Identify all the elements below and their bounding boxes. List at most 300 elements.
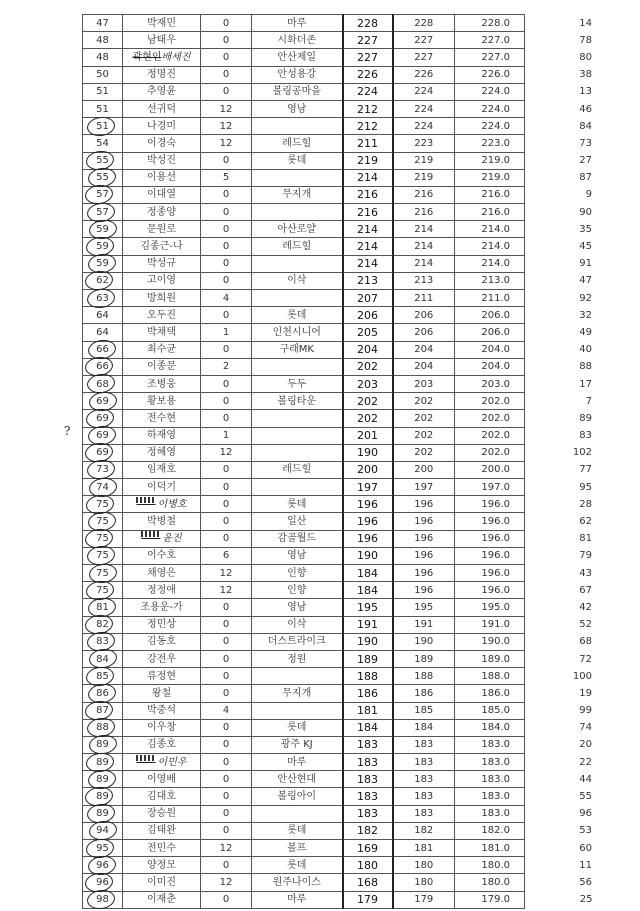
net-score-cell: 202 [393,427,455,444]
final-score-cell: 197.0 [455,479,525,496]
net-score-cell: 188 [393,668,455,685]
net-score-cell: 219 [393,169,455,186]
net-score-cell: 180 [393,857,455,874]
final-score-cell: 224.0 [455,83,525,100]
name-cell: 김종호 [123,736,201,753]
name-cell: 최수균 [123,341,201,358]
entry-number-cell: 52 [579,619,592,631]
rank-cell: 55 [83,169,123,186]
net-score-cell: 219 [393,152,455,169]
name-cell [123,754,201,771]
entry-number-cell: 95 [579,481,592,493]
net-score-cell: 216 [393,204,455,221]
rank-cell: 68 [83,375,123,392]
net-score-cell: 226 [393,66,455,83]
net-score-cell: 228 [393,15,455,32]
table-row [83,565,593,582]
club-cell: 레드힐 [252,461,343,478]
name-cell [123,496,201,513]
name-cell: 나경미 [123,118,201,135]
club-cell: 마루 [252,15,343,32]
club-cell [252,444,343,461]
rank-cell: 57 [83,204,123,221]
net-score-cell: 181 [393,840,455,857]
club-cell: 롯데 [252,719,343,736]
gross-score-cell: 205 [343,324,393,341]
table-row [83,83,593,100]
net-score-cell: 183 [393,771,455,788]
name-cell: 이영배 [123,771,201,788]
handicap-cell: 12 [201,582,252,599]
gross-score-cell: 212 [343,100,393,117]
net-score-cell: 227 [393,49,455,66]
club-cell: 이삭 [252,616,343,633]
rank-cell: 75 [83,565,123,582]
table-row [83,668,593,685]
entry-number-cell: 68 [579,636,592,648]
club-cell: 볼링아이 [252,788,343,805]
club-cell: 무지개 [252,685,343,702]
name-cell: 정민상 [123,616,201,633]
table-row [83,49,593,66]
net-score-cell: 206 [393,324,455,341]
entry-number-cell: 73 [579,137,592,149]
gross-score-cell: 179 [343,891,393,908]
club-cell [252,805,343,822]
table-row [83,32,593,49]
final-score-cell: 204.0 [455,358,525,375]
gross-score-cell: 214 [343,221,393,238]
gross-score-cell: 184 [343,582,393,599]
club-cell: 안산제일 [252,49,343,66]
net-score-cell: 189 [393,650,455,667]
entry-number-cell: 45 [579,241,592,253]
club-cell [252,290,343,307]
name-cell: 조병웅 [123,375,201,392]
gross-score-cell: 183 [343,771,393,788]
handicap-cell: 0 [201,805,252,822]
name-cell: 이수호 [123,547,201,564]
handicap-cell: 0 [201,633,252,650]
handicap-cell: 0 [201,410,252,427]
handicap-cell: 0 [201,83,252,100]
results-rows [83,15,593,909]
net-score-cell: 227 [393,32,455,49]
entry-number-cell: 83 [579,430,592,442]
handwritten-name-correction: 이민우 [157,756,187,768]
table-row [83,496,593,513]
entry-number-cell: 55 [579,791,592,803]
club-cell [252,169,343,186]
club-cell [252,410,343,427]
handicap-cell: 0 [201,788,252,805]
gross-score-cell: 201 [343,427,393,444]
club-cell [252,118,343,135]
table-row [83,599,593,616]
handicap-cell: 0 [201,496,252,513]
final-score-cell: 183.0 [455,788,525,805]
name-cell: 방희원 [123,290,201,307]
handicap-cell: 0 [201,891,252,908]
club-cell: 두두 [252,375,343,392]
table-row [83,152,593,169]
final-score-cell: 204.0 [455,341,525,358]
final-score-cell: 202.0 [455,410,525,427]
club-cell: 인향 [252,582,343,599]
club-cell: 영남 [252,100,343,117]
name-cell: 박성규 [123,255,201,272]
rank-cell: 86 [83,685,123,702]
rank-cell: 88 [83,719,123,736]
handicap-cell: 0 [201,204,252,221]
entry-number-cell: 72 [579,653,592,665]
name-cell: 이덕기 [123,479,201,496]
name-cell: 박채택 [123,324,201,341]
rank-cell: 51 [83,83,123,100]
rank-cell: 64 [83,307,123,324]
net-score-cell: 183 [393,754,455,771]
entry-number-cell: 35 [579,223,592,235]
entry-number-cell: 79 [579,550,592,562]
net-score-cell: 184 [393,719,455,736]
rank-cell: 59 [83,238,123,255]
club-cell: 일산 [252,513,343,530]
rank-cell: 55 [83,152,123,169]
name-cell: 전수현 [123,410,201,427]
handicap-cell: 12 [201,444,252,461]
final-score-cell: 183.0 [455,771,525,788]
final-score-cell: 219.0 [455,169,525,186]
table-row [83,616,593,633]
entry-number-cell: 40 [579,344,592,356]
net-score-cell: 195 [393,599,455,616]
final-score-cell: 191.0 [455,616,525,633]
final-score-cell: 186.0 [455,685,525,702]
gross-score-cell: 228 [343,15,393,32]
club-cell: 마루 [252,754,343,771]
final-score-cell: 211.0 [455,290,525,307]
net-score-cell: 206 [393,307,455,324]
rank-cell: 63 [83,290,123,307]
net-score-cell: 214 [393,221,455,238]
table-row [83,891,593,908]
club-cell [252,255,343,272]
handwritten-name-correction: 이병호 [157,498,187,510]
entry-number-cell: 78 [579,34,592,46]
handicap-cell: 0 [201,32,252,49]
name-cell: 김대호 [123,788,201,805]
handicap-cell: 0 [201,719,252,736]
name-cell: 이대열 [123,186,201,203]
net-score-cell: 224 [393,83,455,100]
handicap-cell: 0 [201,152,252,169]
gross-score-cell: 211 [343,135,393,152]
rank-cell: 75 [83,530,123,547]
table-row [83,650,593,667]
name-cell: 왕철 [123,685,201,702]
gross-score-cell: 186 [343,685,393,702]
gross-score-cell: 196 [343,496,393,513]
club-cell: 무지개 [252,186,343,203]
rank-cell: 96 [83,857,123,874]
handicap-cell: 0 [201,479,252,496]
rank-cell: 89 [83,754,123,771]
table-row [83,461,593,478]
table-row [83,685,593,702]
entry-number-cell: 38 [579,69,592,81]
final-score-cell: 190.0 [455,633,525,650]
entry-number-cell: 56 [579,876,592,888]
gross-score-cell: 224 [343,83,393,100]
net-score-cell: 224 [393,118,455,135]
gross-score-cell: 202 [343,393,393,410]
net-score-cell: 196 [393,530,455,547]
final-score-cell: 196.0 [455,547,525,564]
handwritten-name-correction: 윤진 [162,533,182,545]
gross-score-cell: 214 [343,255,393,272]
name-cell: 정혜영 [123,444,201,461]
entry-number-cell: 102 [572,447,592,459]
rank-cell: 69 [83,410,123,427]
gross-score-cell: 184 [343,719,393,736]
final-score-cell: 180.0 [455,874,525,891]
entry-number-cell: 99 [579,705,592,717]
rank-cell: 69 [83,393,123,410]
final-score-cell: 196.0 [455,582,525,599]
club-cell: 안산현대 [252,771,343,788]
entry-number-cell: 87 [579,172,592,184]
entry-number-cell: 60 [579,842,592,854]
table-row [83,857,593,874]
net-score-cell: 186 [393,685,455,702]
handicap-cell: 0 [201,461,252,478]
net-score-cell: 183 [393,788,455,805]
name-cell: 박성진 [123,152,201,169]
club-cell: 원주나이스 [252,874,343,891]
table-row [83,324,593,341]
table-row [83,771,593,788]
net-score-cell: 216 [393,186,455,203]
final-score-cell: 206.0 [455,307,525,324]
name-cell: 이미진 [123,874,201,891]
table-row [83,805,593,822]
rank-cell: 66 [83,358,123,375]
gross-score-cell: 203 [343,375,393,392]
handicap-cell: 0 [201,49,252,66]
net-score-cell: 202 [393,393,455,410]
club-cell: 볼링공마을 [252,83,343,100]
handicap-cell: 12 [201,135,252,152]
name-cell: 전민수 [123,840,201,857]
gross-score-cell: 207 [343,290,393,307]
name-cell: 이우창 [123,719,201,736]
final-score-cell: 196.0 [455,530,525,547]
name-cell: 문원로 [123,221,201,238]
rank-cell: 89 [83,771,123,788]
entry-number-cell: 74 [579,722,592,734]
net-score-cell: 179 [393,891,455,908]
rank-cell: 89 [83,805,123,822]
rank-cell: 51 [83,118,123,135]
name-cell: 채영은 [123,565,201,582]
gross-score-cell: 190 [343,633,393,650]
final-score-cell: 183.0 [455,754,525,771]
gross-score-cell: 196 [343,513,393,530]
rank-cell: 89 [83,788,123,805]
club-cell [252,702,343,719]
table-row [83,444,593,461]
net-score-cell: 224 [393,100,455,117]
handicap-cell: 12 [201,565,252,582]
net-score-cell: 214 [393,238,455,255]
final-score-cell: 202.0 [455,444,525,461]
handicap-cell: 2 [201,358,252,375]
final-score-cell: 184.0 [455,719,525,736]
final-score-cell: 214.0 [455,221,525,238]
final-score-cell: 179.0 [455,891,525,908]
scribbled-name [136,497,155,503]
net-score-cell: 196 [393,513,455,530]
club-cell: 안성용강 [252,66,343,83]
name-cell: 박재민 [123,15,201,32]
rank-cell: 83 [83,633,123,650]
final-score-cell: 180.0 [455,857,525,874]
entry-number-cell: 77 [579,464,592,476]
net-score-cell: 202 [393,410,455,427]
handicap-cell: 4 [201,290,252,307]
name-cell: 고이영 [123,272,201,289]
net-score-cell: 200 [393,461,455,478]
entry-number-cell: 53 [579,825,592,837]
table-row [83,822,593,839]
gross-score-cell: 183 [343,736,393,753]
table-row [83,15,593,32]
rank-cell: 82 [83,616,123,633]
entry-number-cell: 90 [579,206,592,218]
gross-score-cell: 204 [343,341,393,358]
gross-score-cell: 182 [343,822,393,839]
final-score-cell: 226.0 [455,66,525,83]
name-cell: 오두진 [123,307,201,324]
rank-cell: 95 [83,840,123,857]
final-score-cell: 227.0 [455,49,525,66]
net-score-cell: 196 [393,496,455,513]
handicap-cell: 0 [201,771,252,788]
rank-cell: 94 [83,822,123,839]
table-row [83,702,593,719]
table-row [83,186,593,203]
entry-number-cell: 96 [579,808,592,820]
entry-number-cell: 47 [579,275,592,287]
club-cell: 광주 KJ [252,736,343,753]
net-score-cell: 180 [393,874,455,891]
handicap-cell: 0 [201,238,252,255]
rank-cell: 48 [83,32,123,49]
club-cell: 구래MK [252,341,343,358]
name-cell: 남태우 [123,32,201,49]
net-score-cell: 203 [393,375,455,392]
rank-cell: 75 [83,496,123,513]
gross-score-cell: 213 [343,272,393,289]
scribbled-name [141,531,160,537]
final-score-cell: 203.0 [455,375,525,392]
rank-cell: 50 [83,66,123,83]
table-row [83,135,593,152]
entry-number-cell: 44 [579,773,592,785]
final-score-cell: 195.0 [455,599,525,616]
club-cell: 롯데 [252,822,343,839]
club-cell: 영남 [252,599,343,616]
handicap-cell: 0 [201,650,252,667]
entry-number-cell: 43 [579,567,592,579]
table-row [83,736,593,753]
struck-name: 곽현인 [132,51,162,63]
entry-number-cell: 67 [579,584,592,596]
gross-score-cell: 183 [343,805,393,822]
net-score-cell: 183 [393,805,455,822]
handicap-cell: 4 [201,702,252,719]
final-score-cell: 183.0 [455,736,525,753]
handicap-cell: 0 [201,221,252,238]
club-cell: 더스트라이크 [252,633,343,650]
entry-number-cell: 46 [579,103,592,115]
table-row [83,169,593,186]
rank-cell: 74 [83,479,123,496]
club-cell [252,358,343,375]
rank-cell: 62 [83,272,123,289]
club-cell [252,204,343,221]
table-row [83,255,593,272]
name-cell: 김동호 [123,633,201,650]
net-score-cell: 204 [393,341,455,358]
handicap-cell: 0 [201,66,252,83]
handicap-cell: 0 [201,599,252,616]
net-score-cell: 196 [393,582,455,599]
club-cell: 볼프 [252,840,343,857]
gross-score-cell: 219 [343,152,393,169]
rank-cell: 98 [83,891,123,908]
table-row [83,307,593,324]
club-cell: 볼링타운 [252,393,343,410]
entry-number-cell: 20 [579,739,592,751]
entry-number-cell: 89 [579,412,592,424]
gross-score-cell: 183 [343,788,393,805]
rank-cell: 47 [83,15,123,32]
handicap-cell: 0 [201,393,252,410]
gross-score-cell: 202 [343,358,393,375]
table-row [83,204,593,221]
handicap-cell: 0 [201,668,252,685]
name-cell: 황보용 [123,393,201,410]
gross-score-cell: 226 [343,66,393,83]
gross-score-cell: 227 [343,32,393,49]
club-cell: 롯데 [252,496,343,513]
club-cell: 레드힐 [252,135,343,152]
rank-cell: 64 [83,324,123,341]
net-score-cell: 183 [393,736,455,753]
gross-score-cell: 196 [343,530,393,547]
gross-score-cell: 190 [343,444,393,461]
name-cell: 정명진 [123,66,201,83]
name-cell: 이경숙 [123,135,201,152]
final-score-cell: 182.0 [455,822,525,839]
name-cell: 김종근-나 [123,238,201,255]
net-score-cell: 211 [393,290,455,307]
entry-number-cell: 17 [579,378,592,390]
name-cell: 이종문 [123,358,201,375]
final-score-cell: 202.0 [455,427,525,444]
gross-score-cell: 183 [343,754,393,771]
